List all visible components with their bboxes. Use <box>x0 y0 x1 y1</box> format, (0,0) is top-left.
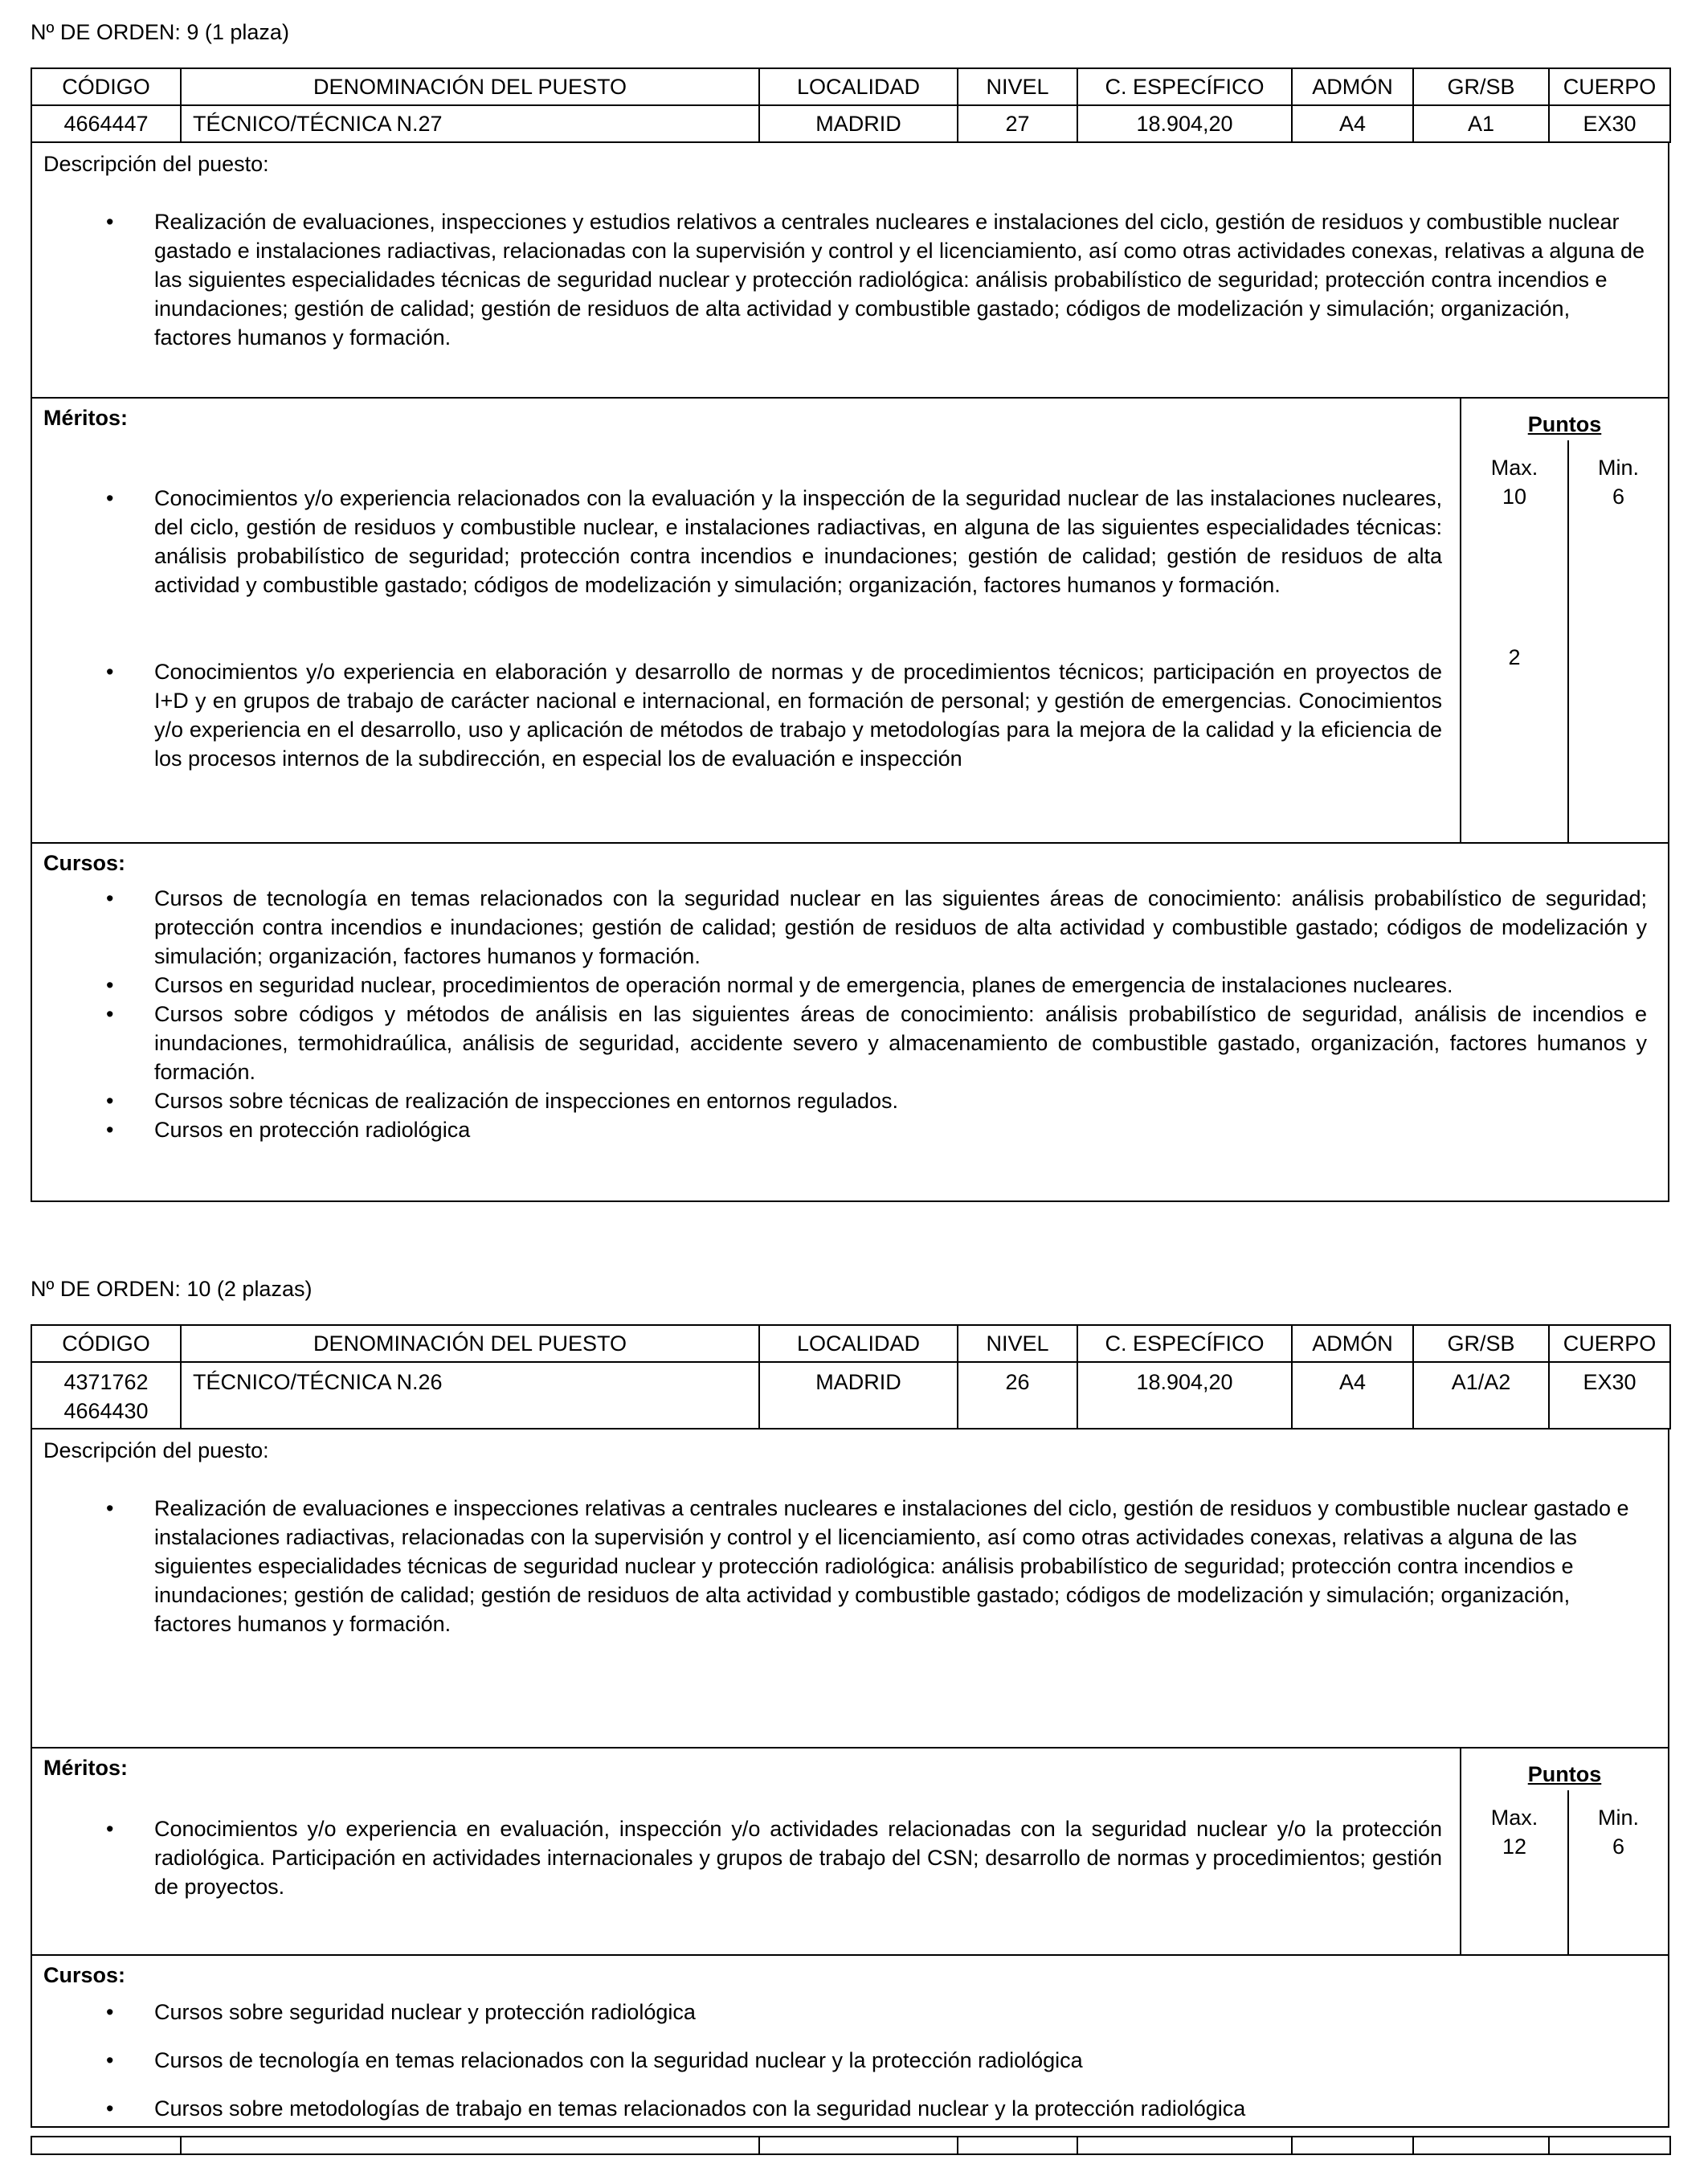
next-table-fragment <box>31 2136 1671 2155</box>
table-data-row <box>31 105 1670 142</box>
cursos-label: Cursos: <box>43 1963 126 1987</box>
denominacion-cell: TÉCNICO/TÉCNICA N.27 <box>181 105 759 142</box>
min-value: 6 <box>1612 1834 1625 1859</box>
list-item: • Conocimientos y/o experiencia relacionados con la evaluación y la inspección de la seguridad nuclear de las instalaciones nucleares, del ciclo, gestión de residuos y combustible nuclear, e instalaciones radiactivas, en alguna de las siguientes especialidades técnicas: análisis probabilístico de seguridad; protección contra incendios e inundaciones; gestión de calidad; gestión de residuos de alta actividad y combustible gastado; códigos de modelización y simulación; organización, factores humanos y formación. <box>32 484 1460 657</box>
meritos-list <box>32 484 1460 831</box>
localidad-cell: MADRID <box>759 1362 958 1429</box>
localidad-cell: MADRID <box>759 105 958 142</box>
description-label: Descripción del puesto: <box>43 1438 269 1462</box>
cursos-label: Cursos: <box>43 851 126 875</box>
header-cuerpo: CUERPO <box>1549 68 1670 105</box>
description-list <box>32 207 1668 352</box>
header-localidad: LOCALIDAD <box>759 68 958 105</box>
order-title: Nº DE ORDEN: 10 (2 plazas) <box>31 1277 313 1301</box>
description-box <box>31 141 1669 399</box>
header-nivel: NIVEL <box>958 68 1077 105</box>
header-admon: ADMÓN <box>1292 68 1413 105</box>
meritos-label: Méritos: <box>43 1756 129 1780</box>
clipped-cell <box>1077 2137 1292 2154</box>
table-data-row <box>31 1362 1670 1429</box>
min-label: Min. <box>1597 1806 1639 1830</box>
clipped-cell <box>1413 2137 1549 2154</box>
list-item: • Cursos de tecnología en temas relacionados con la seguridad nuclear en las siguientes áreas de conocimiento: análisis probabilístico de seguridad; protección contra incendios e inundaciones; gestión de calidad; gestión de residuos de alta actividad y combustible gastado; códigos de modelización y simulación; organización, factores humanos y formación. <box>32 884 1668 971</box>
table-header-row <box>31 68 1670 105</box>
cuerpo-cell: EX30 <box>1549 1362 1670 1429</box>
list-item: • Conocimientos y/o experiencia en elaboración y desarrollo de normas y de procedimientos técnicos; participación en proyectos de I+D y en grupos de trabajo de carácter nacional e internacional, en formación de personal; y gestión de emergencias. Conocimientos y/o experiencia en el desarrollo, uso y aplicación de métodos de trabajo y metodologías para la mejora de la calidad y la eficiencia de los procesos internos de la subdirección, en especial los de evaluación e inspección <box>32 657 1460 831</box>
puntos-max-column <box>1461 1790 1569 1954</box>
table-header-row <box>31 2137 1670 2154</box>
list-item: • Cursos sobre técnicas de realización de inspecciones en entornos regulados. <box>32 1086 1668 1115</box>
table-header-row <box>31 1325 1670 1362</box>
list-item: • Cursos en protección radiológica <box>32 1115 1668 1144</box>
list-item: • Cursos en seguridad nuclear, procedimientos de operación normal y de emergencia, planes de emergencia de instalaciones nucleares. <box>32 971 1668 1000</box>
meritos-content <box>32 1748 1460 1954</box>
description-list <box>32 1494 1668 1638</box>
position-table <box>31 1324 1671 1429</box>
gr-sb-cell: A1/A2 <box>1413 1362 1549 1429</box>
admon-cell: A4 <box>1292 105 1413 142</box>
meritos-list <box>32 1814 1460 1901</box>
min-label: Min. <box>1597 456 1639 480</box>
header-nivel: NIVEL <box>958 1325 1077 1362</box>
clipped-cell <box>31 2137 181 2154</box>
header-c-especifico: C. ESPECÍFICO <box>1077 1325 1292 1362</box>
codigo-value: 4371762 <box>63 1370 149 1394</box>
max-value: 12 <box>1502 1834 1527 1859</box>
header-gr-sb: GR/SB <box>1413 1325 1549 1362</box>
description-label: Descripción del puesto: <box>43 152 269 176</box>
list-item: • Realización de evaluaciones, inspecciones y estudios relativos a centrales nucleares e instalaciones del ciclo, gestión de residuos y combustible nuclear gastado e instalaciones radiactivas, relacionadas con la supervisión y control y el licenciamiento, así como otras actividades conexas, relativas a alguna de las siguientes especialidades técnicas de seguridad nuclear y protección radiológica: análisis probabilístico de seguridad; protección contra incendios e inundaciones; gestión de calidad; gestión de residuos de alta actividad y combustible gastado; códigos de modelización y simulación; organización, factores humanos y formación. <box>32 207 1668 352</box>
puntos-max-column <box>1461 440 1569 842</box>
c-especifico-cell: 18.904,20 <box>1077 1362 1292 1429</box>
cursos-box <box>31 842 1669 1202</box>
clipped-cell <box>1292 2137 1413 2154</box>
header-cuerpo: CUERPO <box>1549 1325 1670 1362</box>
puntos-column <box>1460 1748 1668 1954</box>
list-item: • Cursos sobre códigos y métodos de análisis en las siguientes áreas de conocimiento: análisis probabilístico de seguridad, análisis de incendios e inundaciones, termohidraúlica, análisis de seguridad, accidente severo y almacenamiento de combustible gastado, organización, factores humanos y formación. <box>32 1000 1668 1086</box>
clipped-cell <box>759 2137 958 2154</box>
header-denominacion: DENOMINACIÓN DEL PUESTO <box>181 1325 759 1362</box>
nivel-cell: 26 <box>958 1362 1077 1429</box>
header-gr-sb: GR/SB <box>1413 68 1549 105</box>
cursos-box <box>31 1954 1669 2128</box>
gr-sb-cell: A1 <box>1413 105 1549 142</box>
header-denominacion: DENOMINACIÓN DEL PUESTO <box>181 68 759 105</box>
cuerpo-cell: EX30 <box>1549 105 1670 142</box>
cursos-list <box>32 884 1668 1144</box>
puntos-min-column <box>1569 1790 1668 1954</box>
meritos-box <box>31 1747 1669 1956</box>
cursos-list <box>32 1998 1668 2123</box>
clipped-cell <box>958 2137 1077 2154</box>
description-box <box>31 1428 1669 1748</box>
header-localidad: LOCALIDAD <box>759 1325 958 1362</box>
clipped-cell <box>1549 2137 1670 2154</box>
min-value: 6 <box>1612 485 1625 509</box>
puntos-label: Puntos <box>1527 1762 1602 1786</box>
puntos-column <box>1460 399 1668 842</box>
codigo-cell <box>31 1362 181 1429</box>
admon-cell: A4 <box>1292 1362 1413 1429</box>
codigo-cell <box>31 105 181 142</box>
c-especifico-cell: 18.904,20 <box>1077 105 1292 142</box>
list-item: • Realización de evaluaciones e inspecciones relativas a centrales nucleares e instalaciones del ciclo, gestión de residuos y combustible nuclear gastado e instalaciones radiactivas, relacionadas con la supervisión y control y el licenciamiento, así como otras actividades conexas, relativas a alguna de las siguientes especialidades técnicas de seguridad nuclear y protección radiológica: análisis probabilístico de seguridad; protección contra incendios e inundaciones; gestión de calidad; gestión de residuos de alta actividad y combustible gastado; códigos de modelización y simulación; organización, factores humanos y formación. <box>32 1494 1668 1638</box>
denominacion-cell: TÉCNICO/TÉCNICA N.26 <box>181 1362 759 1429</box>
clipped-cell <box>181 2137 759 2154</box>
codigo-value: 4664430 <box>63 1399 149 1423</box>
puntos-min-column <box>1569 440 1668 842</box>
meritos-label: Méritos: <box>43 406 129 430</box>
nivel-cell: 27 <box>958 105 1077 142</box>
header-admon: ADMÓN <box>1292 1325 1413 1362</box>
puntos-label: Puntos <box>1527 412 1602 436</box>
list-item: • Conocimientos y/o experiencia en evaluación, inspección y/o actividades relacionadas con la seguridad nuclear y/o la protección radiológica. Participación en actividades internacionales y grupos de trabajo del CSN; desarrollo de normas y procedimientos; gestión de proyectos. <box>32 1814 1460 1901</box>
max-value: 2 <box>1508 645 1521 669</box>
max-value: 10 <box>1502 485 1527 509</box>
codigo-value: 4664447 <box>63 112 149 136</box>
max-label: Max. <box>1490 456 1538 480</box>
meritos-box <box>31 397 1669 844</box>
list-item: • Cursos sobre seguridad nuclear y protección radiológica <box>32 1998 1668 2027</box>
max-label: Max. <box>1490 1806 1538 1830</box>
position-table <box>31 67 1671 143</box>
header-codigo: CÓDIGO <box>31 1325 181 1362</box>
order-title: Nº DE ORDEN: 9 (1 plaza) <box>31 20 289 44</box>
list-item: • Cursos sobre metodologías de trabajo en temas relacionados con la seguridad nuclear y la protección radiológica <box>32 2094 1668 2123</box>
meritos-content <box>32 399 1460 842</box>
header-codigo: CÓDIGO <box>31 68 181 105</box>
puntos-subcolumns <box>1461 1790 1668 1954</box>
header-c-especifico: C. ESPECÍFICO <box>1077 68 1292 105</box>
list-item: • Cursos de tecnología en temas relacionados con la seguridad nuclear y la protección radiológica <box>32 2046 1668 2075</box>
puntos-subcolumns <box>1461 440 1668 842</box>
